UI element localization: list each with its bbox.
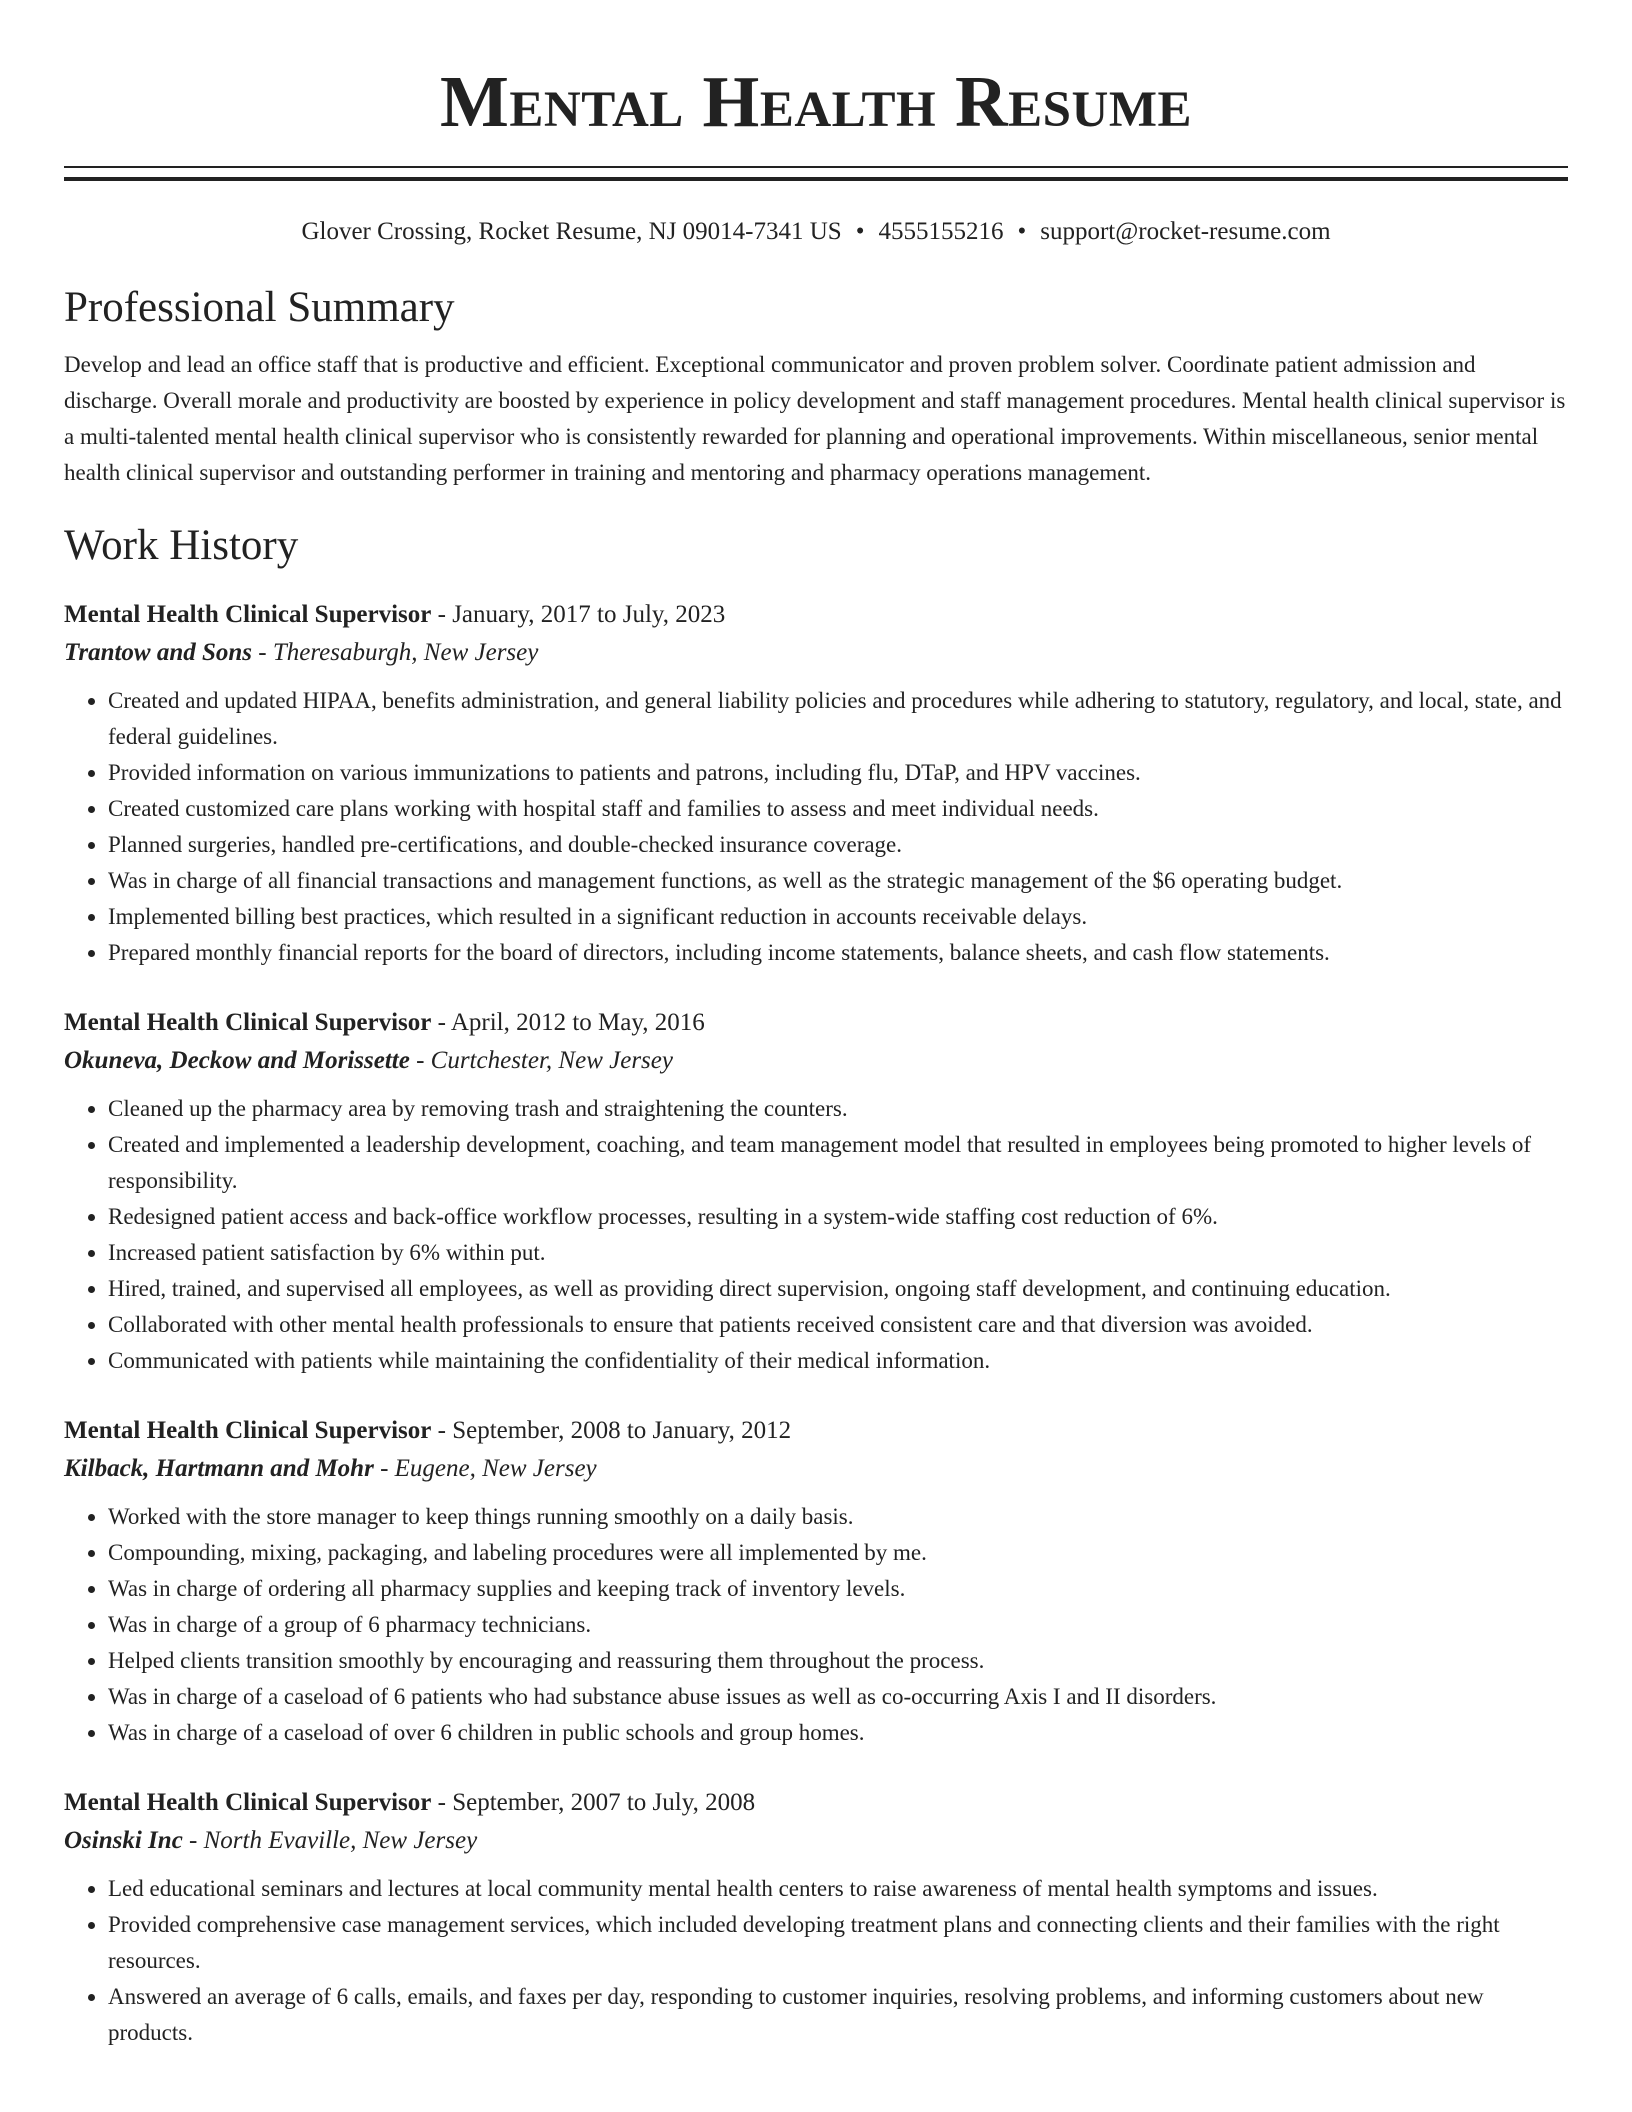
job-entry: [64, 1413, 1568, 1751]
job-company-line: [64, 1821, 1568, 1861]
job-bullet: • Was in charge of all financial transactions and management functions, as well as the strategic management of the $6 operating budget.: [108, 863, 1568, 899]
job-bullet: • Provided comprehensive case management services, which included developing treatment plans and connecting clients and their families with the right resources.: [108, 1907, 1568, 1979]
job-company: Osinski Inc: [64, 1827, 183, 1854]
job-title: Mental Health Clinical Supervisor: [64, 1417, 432, 1444]
job-bullet: • Provided information on various immunizations to patients and patrons, including flu, DTaP, and HPV vaccines.: [108, 755, 1568, 791]
job-dash: -: [182, 1827, 204, 1854]
job-bullet: • Was in charge of a caseload of over 6 children in public schools and group homes.: [108, 1715, 1568, 1751]
job-bullet-list: [64, 683, 1568, 971]
job-bullet: • Answered an average of 6 calls, emails, and faxes per day, responding to customer inquiries, resolving problems, and informing customers about new products.: [108, 1979, 1568, 2051]
job-company: Kilback, Hartmann and Mohr: [64, 1455, 374, 1482]
contact-email: support@rocket-resume.com: [1040, 218, 1331, 245]
job-bullet: • Created and updated HIPAA, benefits administration, and general liability policies and procedures while adhering to statutory, regulatory, and local, state, and federal guidelines.: [108, 683, 1568, 755]
job-bullet: • Implemented billing best practices, which resulted in a significant reduction in accounts receivable delays.: [108, 899, 1568, 935]
job-dash: -: [252, 639, 273, 666]
contact-phone: 4555155216: [878, 218, 1004, 245]
job-dash: -: [431, 1789, 453, 1816]
job-company-line: [64, 1041, 1568, 1081]
job-title-line: [64, 597, 1568, 633]
job-location: Eugene, New Jersey: [394, 1455, 597, 1482]
job-bullet: • Cleaned up the pharmacy area by removing trash and straightening the counters.: [108, 1091, 1568, 1127]
job-bullet: • Prepared monthly financial reports for the board of directors, including income statements, balance sheets, and cash flow statements.: [108, 935, 1568, 971]
job-entry: [64, 1005, 1568, 1379]
job-bullet: • Compounding, mixing, packaging, and labeling procedures were all implemented by me.: [108, 1535, 1568, 1571]
job-title: Mental Health Clinical Supervisor: [64, 1789, 432, 1816]
job-company-line: [64, 1449, 1568, 1489]
work-history-heading: Work History: [64, 522, 299, 569]
title-double-rule: [64, 166, 1568, 181]
job-dash: -: [373, 1455, 395, 1482]
job-location: Theresaburgh, New Jersey: [272, 639, 539, 666]
job-dash: -: [431, 1009, 451, 1036]
job-bullet: • Created and implemented a leadership development, coaching, and team management model that resulted in employees being promoted to higher levels of responsibility.: [108, 1127, 1568, 1199]
job-bullet: • Was in charge of a caseload of 6 patients who had substance abuse issues as well as co-occurring Axis I and II disorders.: [108, 1679, 1568, 1715]
job-entry: [64, 597, 1568, 971]
job-bullet-list: [64, 1499, 1568, 1751]
contact-separator: •: [1017, 218, 1027, 245]
job-title-line: [64, 1785, 1568, 1821]
job-bullet: • Was in charge of a group of 6 pharmacy technicians.: [108, 1607, 1568, 1643]
job-bullet-list: [64, 1091, 1568, 1379]
resume-title: Mental Health Resume: [439, 61, 1193, 142]
job-title: Mental Health Clinical Supervisor: [64, 1009, 432, 1036]
job-bullet: • Planned surgeries, handled pre-certifications, and double-checked insurance coverage.: [108, 827, 1568, 863]
job-bullet: • Was in charge of ordering all pharmacy supplies and keeping track of inventory levels.: [108, 1571, 1568, 1607]
job-dates: September, 2008 to January, 2012: [452, 1417, 792, 1444]
job-location: North Evaville, New Jersey: [203, 1827, 478, 1854]
job-bullet: • Redesigned patient access and back-office workflow processes, resulting in a system-wide staffing cost reduction of 6%.: [108, 1199, 1568, 1235]
job-title: Mental Health Clinical Supervisor: [64, 601, 432, 628]
job-dates: January, 2017 to July, 2023: [452, 601, 726, 628]
contact-line: [64, 215, 1568, 249]
job-bullet: • Helped clients transition smoothly by encouraging and reassuring them throughout the process.: [108, 1643, 1568, 1679]
job-bullet: • Hired, trained, and supervised all employees, as well as providing direct supervision, ongoing staff development, and continuing education.: [108, 1271, 1568, 1307]
job-bullet-list: [64, 1871, 1568, 2051]
job-title-line: [64, 1005, 1568, 1041]
job-company: Okuneva, Deckow and Morissette: [64, 1047, 410, 1074]
job-bullet: • Increased patient satisfaction by 6% within put.: [108, 1235, 1568, 1271]
job-dates: September, 2007 to July, 2008: [452, 1789, 756, 1816]
work-history-list: [64, 597, 1568, 2051]
job-bullet: • Collaborated with other mental health professionals to ensure that patients received consistent care and that diversion was avoided.: [108, 1307, 1568, 1343]
summary-text: Develop and lead an office staff that is productive and efficient. Exceptional communicator and proven problem solver. Coordinate patient admission and discharge. Overall morale and productivity are boosted by experience in policy development and staff management procedures. Mental health clinical supervisor is a multi-talented mental health clinical supervisor who is consistently rewarded for planning and operational improvements. Within miscellaneous, senior mental health clinical supervisor and outstanding performer in training and mentoring and pharmacy operations management.: [64, 352, 1566, 485]
job-dash: -: [409, 1047, 431, 1074]
job-company-line: [64, 633, 1568, 673]
job-title-line: [64, 1413, 1568, 1449]
job-dates: April, 2012 to May, 2016: [450, 1009, 705, 1036]
job-bullet: • Worked with the store manager to keep things running smoothly on a daily basis.: [108, 1499, 1568, 1535]
contact-address: Glover Crossing, Rocket Resume, NJ 09014-7341 US: [301, 218, 842, 245]
job-bullet: • Communicated with patients while maintaining the confidentiality of their medical information.: [108, 1343, 1568, 1379]
job-dash: -: [431, 601, 453, 628]
contact-separator: •: [855, 218, 865, 245]
job-bullet: • Led educational seminars and lectures at local community mental health centers to raise awareness of mental health symptoms and issues.: [108, 1871, 1568, 1907]
job-entry: [64, 1785, 1568, 2051]
job-dash: -: [431, 1417, 453, 1444]
job-bullet: • Created customized care plans working with hospital staff and families to assess and meet individual needs.: [108, 791, 1568, 827]
summary-heading: Professional Summary: [64, 284, 455, 331]
job-company: Trantow and Sons: [64, 639, 253, 666]
job-location: Curtchester, New Jersey: [430, 1047, 673, 1074]
